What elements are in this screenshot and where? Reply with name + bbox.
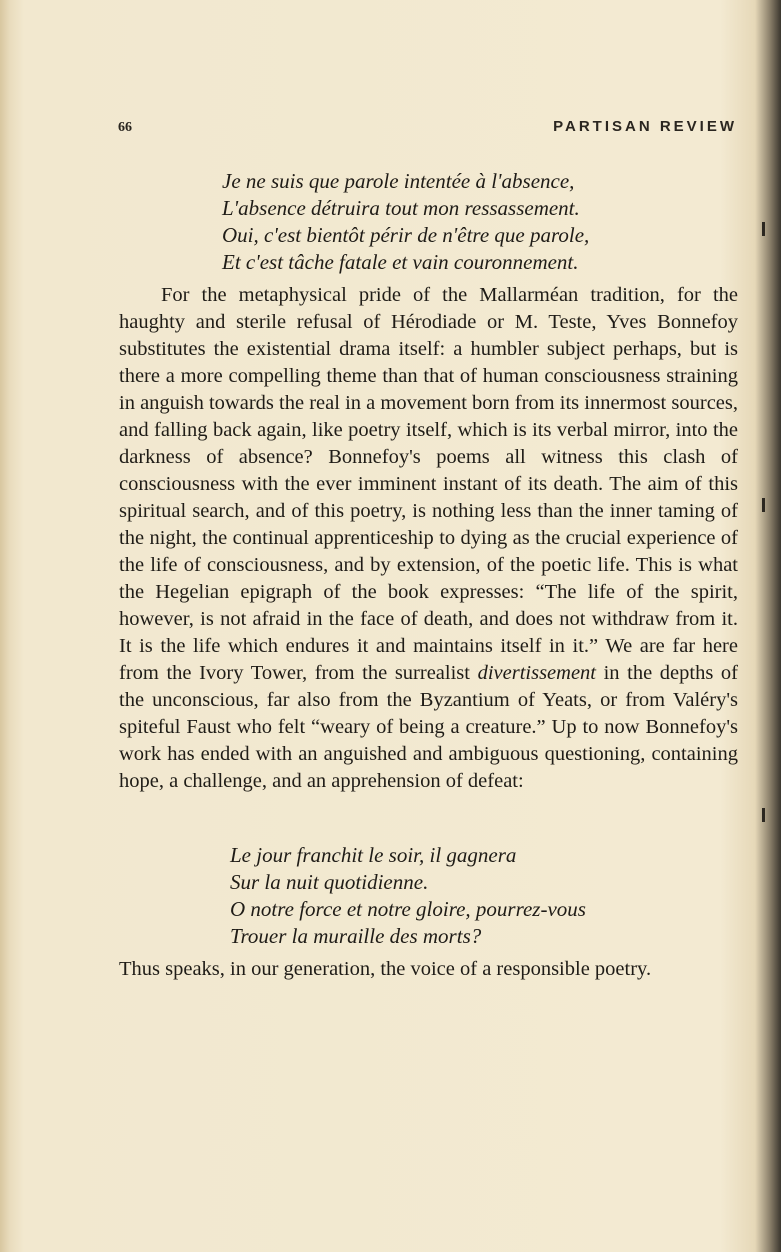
body-text-part-2: in the depths of the unconscious, far also from the Byzantium of Yeats, or from Valéry's spiteful Faust who felt “weary of being a creature.” Up to now Bonnefoy's work has ended with an anguished and ambiguous questioning, containing hope, a challenge, and an apprehension of defeat: (119, 662, 739, 792)
verse-line: Sur la nuit quotidienne. (230, 870, 429, 894)
verse-quotation-french-2 (230, 842, 586, 950)
body-text-part-1: For the metaphysical pride of the Mallarméan tradition, for the haughty and sterile refusal of Hérodiade or M. Teste, Yves Bonnefoy substitutes the existential drama itself: a humbler subject perhaps, but is there a more compelling theme than that of human consciousness straining in anguish towards the real in a movement born from its innermost sources, and falling back again, like poetry itself, which is its verbal mirror, into the darkness of absence? Bonnefoy's poems all witness this clash of consciousness with the ever imminent instant of its death. The aim of this spiritual search, and of this poetry, is nothing less than the inner taming of the night, the continual apprenticeship to dying as the crucial experience of the life of consciousness, and by extension, of the poetic life. This is what the Hegelian epigraph of the book expresses: “The life of the spirit, however, is not afraid in the face of death, and does not withdraw from it. It is the life which endures it and maintains itself in it.” We are far here from the Ivory Tower, from the surrealist (119, 284, 738, 684)
verse-line: Oui, c'est bientôt périr de n'être que parole, (222, 223, 590, 247)
closing-sentence: Thus speaks, in our generation, the voice of a responsible poetry. (119, 958, 652, 980)
verse-line: O notre force et notre gloire, pourrez-vous (230, 897, 586, 921)
verse-line: Je ne suis que parole intentée à l'absence, (222, 169, 575, 193)
body-paragraph (119, 282, 738, 795)
verse-quotation-french-1 (222, 168, 589, 276)
page-edge-mark (762, 222, 765, 236)
italic-term: divertissement (477, 662, 596, 684)
page-number: 66 (118, 120, 132, 135)
page-edge-mark (762, 498, 765, 512)
running-head: PARTISAN REVIEW (553, 118, 737, 135)
verse-line: L'absence détruira tout mon ressassement. (222, 196, 580, 220)
verse-line: Trouer la muraille des morts? (230, 924, 482, 948)
verse-line: Le jour franchit le soir, il gagnera (230, 843, 517, 867)
verse-line: Et c'est tâche fatale et vain couronnement. (222, 250, 579, 274)
page-edge-mark (762, 808, 765, 822)
